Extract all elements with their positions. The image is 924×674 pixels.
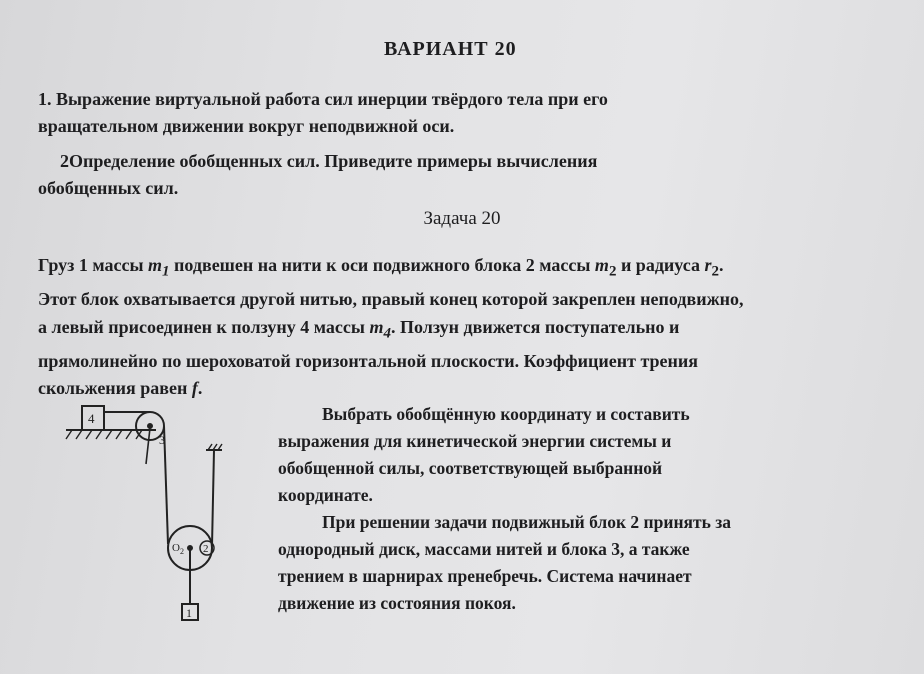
block-3-label: 3 bbox=[159, 433, 165, 447]
task-instructions bbox=[278, 401, 731, 617]
plane-hatching bbox=[66, 430, 142, 439]
thread-left bbox=[164, 426, 168, 544]
condition-line-1: Груз 1 массы $m_1$ подвешен на нити к оси подвижного блока 2 массы $m_2$ и радиуса $r_2$. bbox=[38, 255, 724, 280]
mechanism-figure bbox=[62, 392, 252, 628]
question-1-line-2: вращательном движении вокруг неподвижной оси. bbox=[38, 116, 455, 136]
slider-label: 4 bbox=[88, 411, 95, 426]
page-title: ВАРИАНТ 20 bbox=[384, 38, 517, 60]
instruction-line-8: движение из состояния покоя. bbox=[278, 593, 516, 613]
question-2-line-2: обобщенных сил. bbox=[38, 178, 179, 198]
instruction-line-5: При решении задачи подвижный блок 2 принять за bbox=[322, 512, 732, 532]
block-3-axis bbox=[148, 424, 152, 428]
instruction-line-7: трением в шарнирах пренебречь. Система начинает bbox=[278, 566, 692, 586]
instruction-line-2: выражения для кинетической энергии системы и bbox=[278, 431, 672, 451]
instruction-line-3: обобщенной силы, соответствующей выбранной bbox=[278, 458, 663, 478]
load-label: 1 bbox=[186, 606, 192, 620]
instruction-line-4: координате. bbox=[278, 485, 373, 505]
instruction-line-6: однородный диск, массами нитей и блока 3, а также bbox=[278, 539, 690, 559]
disk-axis-label: $O_2$ bbox=[172, 542, 184, 556]
question-1-line-1: 1. Выражение виртуальной работа сил инерции твёрдого тела при его bbox=[38, 89, 608, 109]
condition-line-4: прямолинейно по шероховатой горизонтальной плоскости. Коэффициент трения bbox=[38, 350, 698, 371]
question-1 bbox=[38, 86, 608, 140]
condition-line-2: Этот блок охватывается другой нитью, правый конец которой закреплен неподвижно, bbox=[38, 289, 744, 310]
question-2-line-1: 2Определение обобщенных сил. Приведите примеры вычисления bbox=[60, 151, 598, 171]
block-3-support bbox=[146, 428, 150, 464]
disk-2-axis bbox=[188, 546, 192, 550]
task-title: Задача 20 bbox=[423, 208, 501, 229]
instruction-line-1: Выбрать обобщённую координату и составить bbox=[322, 404, 690, 424]
question-2 bbox=[38, 148, 597, 202]
condition-line-3: а левый присоединен к ползуну 4 массы $m_4$. Ползун движется поступательно и bbox=[38, 316, 680, 342]
condition-line-5: скольжения равен f. bbox=[38, 378, 203, 399]
task-condition bbox=[38, 252, 744, 403]
disk-label: 2 bbox=[203, 543, 209, 555]
thread-right bbox=[212, 450, 214, 546]
